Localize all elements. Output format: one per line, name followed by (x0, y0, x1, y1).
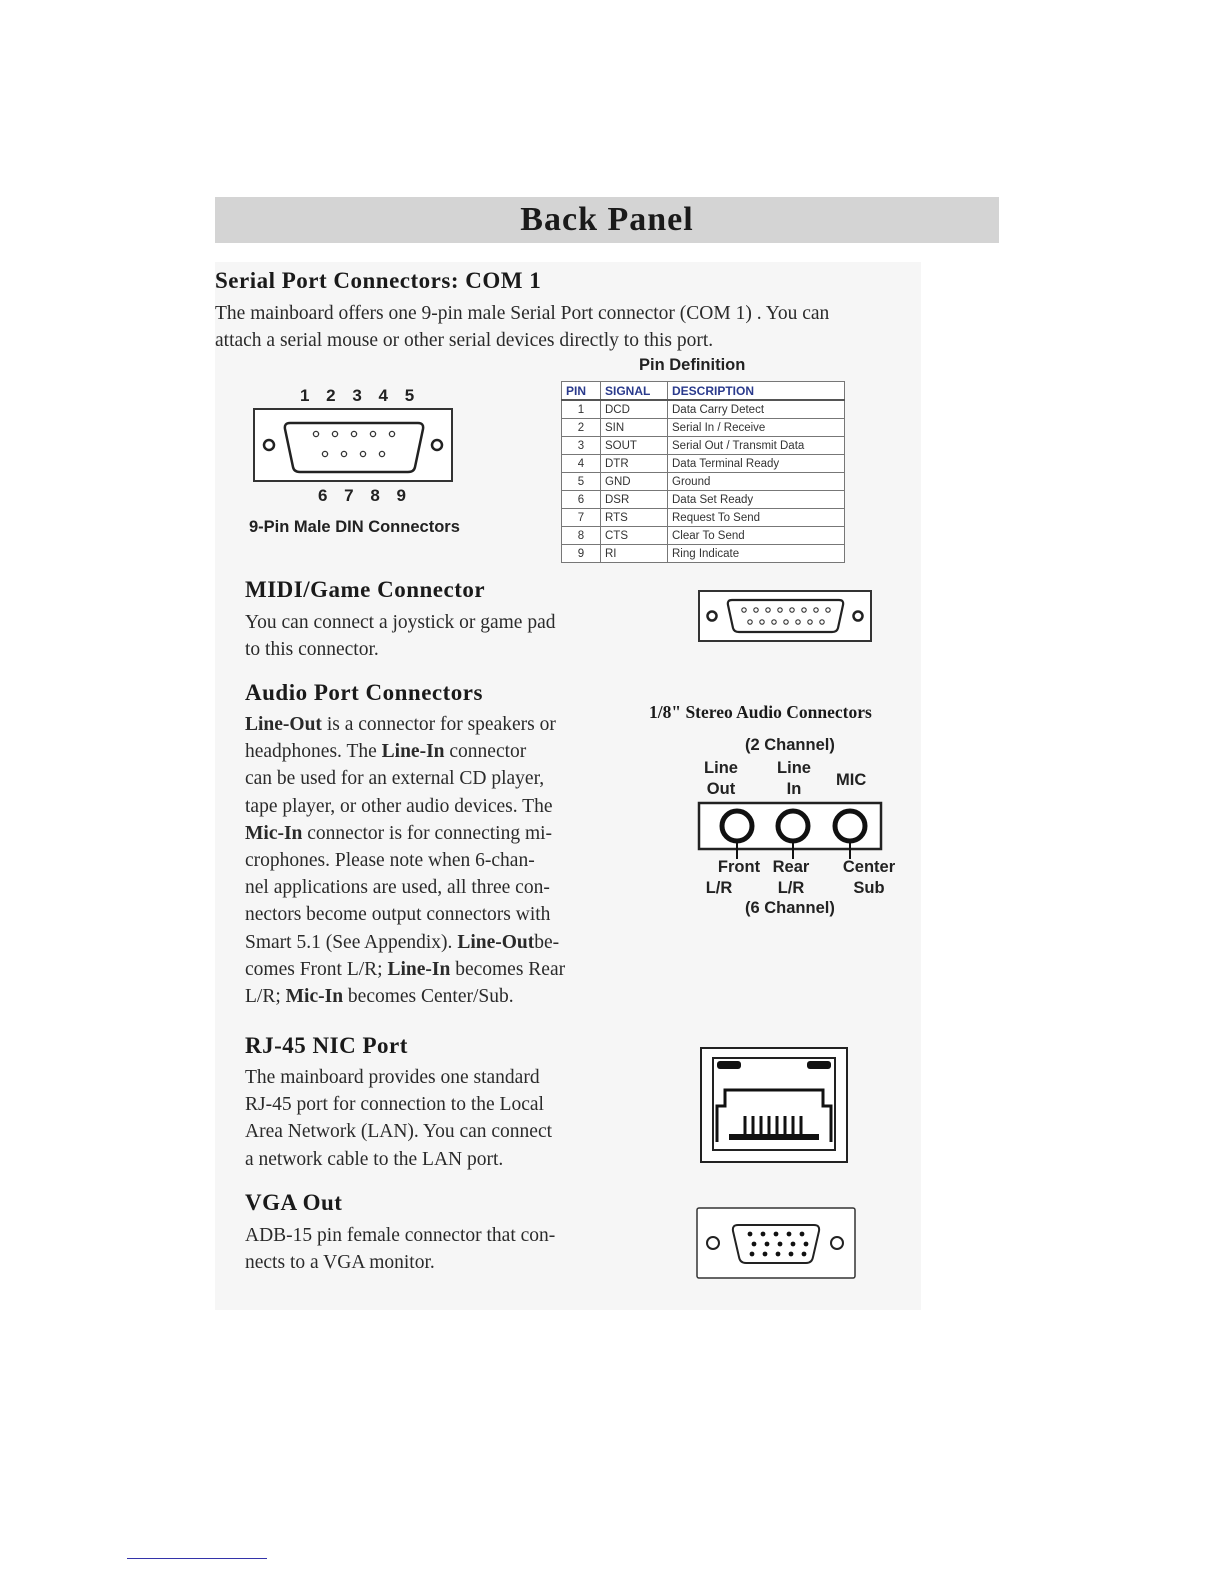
audio-bottom-label-center (834, 857, 904, 899)
rj45-text-line: Area Network (LAN). You can connect (245, 1121, 553, 1143)
pin-cell: 2 (562, 419, 601, 437)
audio-bottom-label-rear (767, 857, 815, 899)
table-row (562, 400, 845, 419)
audio-text-line: connector is for connecting mi- (307, 822, 553, 844)
audio-text-line: be- (534, 931, 560, 953)
serial-pins-bottom-label: 6 7 8 9 (318, 486, 412, 505)
audio-top-label-line-in (770, 758, 818, 800)
rj45-text-line: a network cable to the LAN port. (245, 1148, 504, 1170)
midi-text-line-2: to this connector. (245, 639, 379, 660)
line-out-term: Line-Out (457, 931, 535, 953)
audio-bottom-label-text: L/R (777, 879, 805, 897)
audio-diagram-title: 1/8" Stereo Audio Connectors (649, 702, 872, 722)
description-cell: Data Carry Detect (668, 400, 845, 419)
rj45-text-line: The mainboard provides one standard (245, 1067, 540, 1088)
mount-screw-icon (707, 1237, 719, 1249)
audio-top-label-text: In (786, 780, 802, 798)
serial-text-line-1: The mainboard offers one 9-pin male Serial Port connector (COM 1) . You can (215, 303, 830, 324)
description-cell: Data Set Ready (668, 491, 845, 509)
table-row (562, 455, 845, 473)
audio-text-line: crophones. Please note when 6-chan- (245, 850, 535, 872)
midi-heading: MIDI/Game Connector (245, 577, 486, 602)
audio-text-line: comes Front L/R; (245, 958, 383, 980)
signal-cell: GND (601, 473, 668, 491)
description-cell: Ring Indicate (668, 545, 845, 563)
mic-in-term: Mic-In (285, 986, 344, 1008)
audio-text-line: can be used for an external CD player, (245, 768, 545, 790)
table-row (562, 437, 845, 455)
audio-jacks-diagram (697, 801, 883, 859)
table-header-row (562, 382, 845, 401)
d-sub-shell-icon (285, 423, 423, 472)
signal-cell: SOUT (601, 437, 668, 455)
serial-heading: Serial Port Connectors: COM 1 (215, 268, 542, 293)
description-cell: Request To Send (668, 509, 845, 527)
audio-text-line: is a connector for speakers or (326, 714, 556, 735)
pin-cell: 4 (562, 455, 601, 473)
table-row (562, 419, 845, 437)
table-row (562, 527, 845, 545)
audio-text-line: nectors become output connectors with (245, 904, 551, 926)
signal-cell: DSR (601, 491, 668, 509)
audio-bottom-label-text: Center (842, 858, 896, 876)
audio-jack-icon (835, 811, 865, 841)
rj45-port-diagram (699, 1046, 849, 1164)
signal-cell: SIN (601, 419, 668, 437)
table-row (562, 509, 845, 527)
description-cell: Data Terminal Ready (668, 455, 845, 473)
audio-jack-icon (722, 811, 752, 841)
pin-cell: 6 (562, 491, 601, 509)
serial-connector-caption: 9-Pin Male DIN Connectors (249, 518, 460, 536)
game-port-diagram (698, 590, 872, 642)
line-in-term: Line-In (387, 958, 451, 980)
led-indicator-icon (717, 1061, 741, 1069)
vga-heading: VGA Out (245, 1190, 343, 1215)
vga-port-diagram (696, 1207, 856, 1279)
serial-text-line-2: attach a serial mouse or other serial devices directly to this port. (215, 330, 714, 351)
description-cell: Ground (668, 473, 845, 491)
line-out-term: Line-Out (245, 714, 322, 735)
rj45-heading: RJ-45 NIC Port (245, 1033, 408, 1058)
audio-text-line: connector (449, 741, 527, 763)
audio-top-label-mic: MIC (836, 771, 867, 789)
description-cell: Clear To Send (668, 527, 845, 545)
audio-top-label-text: Line (777, 759, 811, 777)
audio-bottom-label-text: Sub (853, 879, 885, 897)
signal-cell: RTS (601, 509, 668, 527)
page-title: Back Panel (520, 201, 694, 238)
led-indicator-icon (807, 1061, 831, 1069)
pin-cell: 3 (562, 437, 601, 455)
table-row (562, 473, 845, 491)
description-cell: Serial In / Receive (668, 419, 845, 437)
table-header-pin: PIN (562, 382, 601, 401)
rj45-text-line: RJ-45 port for connection to the Local (245, 1094, 544, 1116)
audio-text-line: headphones. The (245, 741, 377, 763)
d-sub-shell-icon (728, 600, 843, 632)
pin-definition-table (561, 381, 845, 563)
signal-cell: DTR (601, 455, 668, 473)
pin-cell: 7 (562, 509, 601, 527)
two-channel-label: (2 Channel) (745, 736, 835, 754)
pin-cell: 1 (562, 400, 601, 419)
audio-text-line: becomes Rear (455, 958, 566, 980)
table-row (562, 491, 845, 509)
audio-bottom-label-text: L/R (705, 879, 733, 897)
signal-cell: RI (601, 545, 668, 563)
table-header-signal: SIGNAL (601, 382, 668, 401)
pin-cell: 8 (562, 527, 601, 545)
audio-bottom-label-text: Front (717, 858, 761, 876)
line-in-term: Line-In (381, 741, 445, 763)
mount-screw-icon (831, 1237, 843, 1249)
pin-cell: 5 (562, 473, 601, 491)
audio-top-label-text: Line (704, 759, 738, 777)
audio-text-line: nel applications are used, all three con- (245, 877, 550, 899)
pin-cell: 9 (562, 545, 601, 563)
audio-heading: Audio Port Connectors (245, 680, 483, 705)
mic-in-term: Mic-In (245, 822, 303, 844)
audio-top-label-text: Out (706, 780, 736, 798)
table-header-description: DESCRIPTION (668, 382, 845, 401)
vga-text-line: nects to a VGA monitor. (245, 1252, 435, 1274)
page-title-bar (215, 197, 999, 243)
pin-definition-title: Pin Definition (639, 356, 746, 374)
signal-cell: CTS (601, 527, 668, 545)
audio-text-line: L/R; (245, 986, 281, 1008)
description-cell: Serial Out / Transmit Data (668, 437, 845, 455)
serial-connector-diagram (252, 407, 454, 483)
audio-bottom-label-text: Rear (772, 858, 810, 876)
table-row (562, 545, 845, 563)
six-channel-label: (6 Channel) (745, 899, 835, 917)
serial-pins-top-label: 1 2 3 4 5 (300, 386, 421, 405)
audio-text-line: tape player, or other audio devices. The (245, 795, 553, 817)
audio-text-line: becomes Center/Sub. (347, 986, 514, 1008)
vga-text-line: ADB-15 pin female connector that con- (245, 1225, 556, 1246)
footer-rule (127, 1558, 267, 1559)
signal-cell: DCD (601, 400, 668, 419)
audio-top-label-line-out (698, 758, 744, 800)
midi-text-line-1: You can connect a joystick or game pad (245, 612, 556, 633)
audio-text-line: Smart 5.1 (See Appendix). (245, 931, 453, 953)
rj45-text (245, 1064, 552, 1173)
audio-jack-icon (778, 811, 808, 841)
vga-text (245, 1222, 555, 1276)
audio-text (245, 711, 597, 1010)
